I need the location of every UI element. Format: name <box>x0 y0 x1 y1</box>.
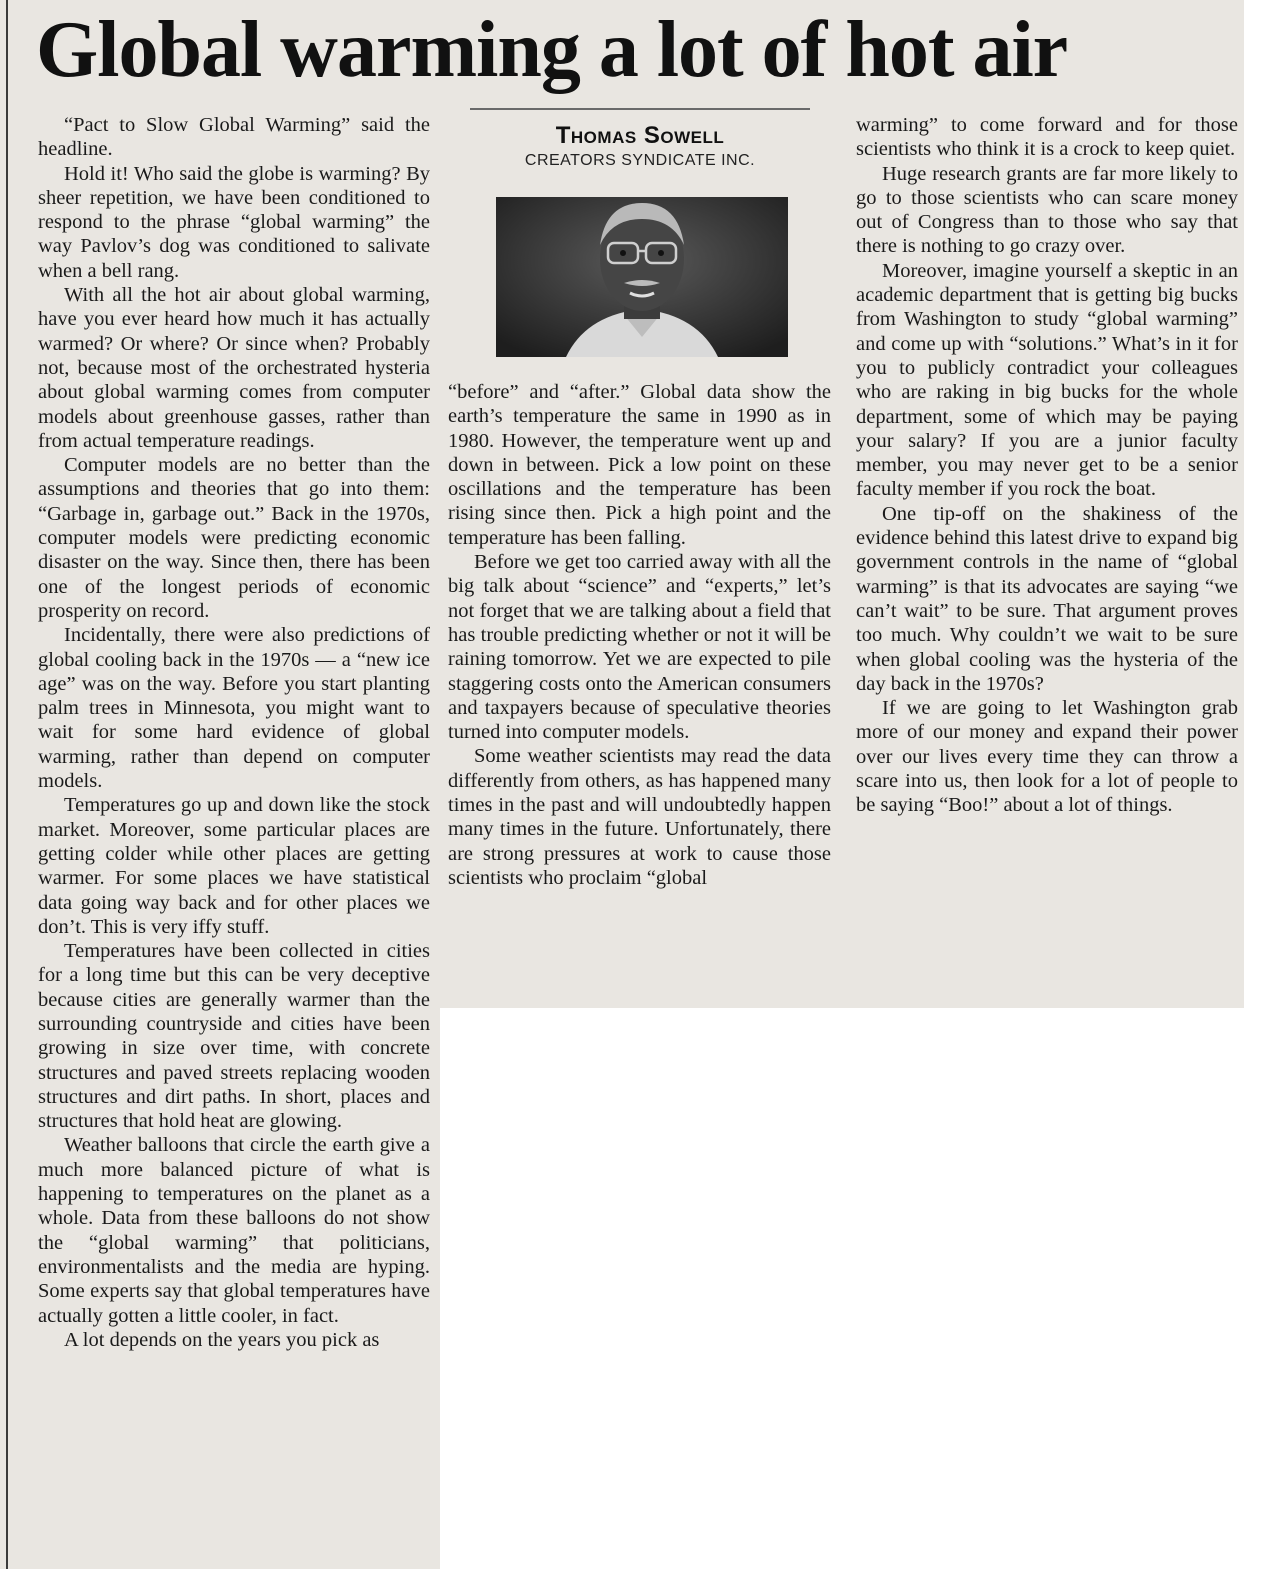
paragraph: Weather balloons that circle the earth give a much more balanced picture of what is happening to temperatures on the planet as a whole. Data from these balloons do not show the “global warming” that politicians, environmentalists and the media are hyping. Some experts say that global temperatures have actually gotten a little cooler, in fact. <box>38 1134 430 1327</box>
paragraph: With all the hot air about global warming, have you ever heard how much it has actually warmed? Or where? Or since when? Probably not, because most of the orchestrated hysteria about global warming comes from computer models about greenhouse gasses, rather than from actual temperature readings. <box>38 284 430 452</box>
paragraph: One tip-off on the shakiness of the evidence behind this latest drive to expand big government controls in the name of “global warming” is that its advocates are saying “we can’t wait” to be sure. That argument proves too much. Why couldn’t we wait to be sure when global cooling was the hysteria of the day back in the 1970s? <box>856 502 1238 695</box>
paragraph: Computer models are no better than the assumptions and theories that go into them: “Garbage in, garbage out.” Back in the 1970s, computer models were predicting economic disaster on the way. Since then, there has been one of the longest periods of economic prosperity on record. <box>38 454 430 622</box>
column-rule <box>6 0 8 1569</box>
article-column-1 <box>38 113 430 1352</box>
paragraph: Moreover, imagine yourself a skeptic in an academic department that is getting big bucks from Washington to study “global warming” and come up with “solutions.” What’s in it for you to publicly contradict your colleagues who are raking in big bucks for the whole department, some of which may be paying your salary? If you are a junior faculty member, you may never get to be a senior faculty member if you rock the boat. <box>856 259 1238 501</box>
paragraph: “before” and “after.” Global data show the earth’s temperature the same in 1990 as in 1980. However, the temperature went up and down in between. Pick a low point on these oscillations and the temperature has been rising since then. Pick a high point and the temperature has been falling. <box>448 381 831 549</box>
paragraph: Incidentally, there were also predictions of global cooling back in the 1970s — a “new ice age” was on the way. Before you start planting palm trees in Minnesota, you might want to wait for some hard evidence of global warming, rather than depend on computer models. <box>38 624 430 793</box>
paragraph: Hold it! Who said the globe is warming? By sheer repetition, we have been conditioned to respond to the phrase “global warming” the way Pavlov’s dog was conditioned to salivate when a bell rang. <box>38 162 430 282</box>
paragraph: Huge research grants are far more likely to go to those scientists who can scare money out of Congress than to those who say that there is nothing to go crazy over. <box>856 162 1238 258</box>
headline: Global warming a lot of hot air <box>36 6 1068 94</box>
article-column-2 <box>448 380 831 890</box>
byline <box>450 122 830 170</box>
paragraph: Some weather scientists may read the data differently from others, as has happened many times in the past and will undoubtedly happen many times in the future. Unfortunately, there are strong pressures at work to cause those scientists who proclaim “global <box>448 745 831 889</box>
paragraph: warming” to come forward and for those scientists who think it is a crock to keep quiet. <box>856 114 1238 161</box>
article-column-3 <box>856 113 1238 818</box>
author-photo <box>496 197 788 357</box>
paragraph: Before we get too carried away with all the big talk about “science” and “experts,” let’s not forget that we are talking about a field that has trouble predicting whether or not it will be raining tomorrow. Yet we are expected to pile staggering costs onto the American consumers and taxpayers because of speculative theories turned into computer models. <box>448 551 831 744</box>
portrait-illustration <box>496 197 788 357</box>
paragraph: Temperatures go up and down like the stock market. Moreover, some particular places are getting colder while other places are getting warmer. For some places we have statistical data going way back and for other places we don’t. This is very iffy stuff. <box>38 794 430 938</box>
paragraph: A lot depends on the years you pick as <box>64 1328 380 1351</box>
author-name: Thomas Sowell <box>555 122 725 149</box>
paragraph: “Pact to Slow Global Warming” said the headline. <box>38 114 430 161</box>
syndicate-name: CREATORS SYNDICATE INC. <box>524 152 756 169</box>
paragraph: Temperatures have been collected in cities for a long time but this can be very deceptive because cities are generally warmer than the surrounding countryside and cities have been growing in size over time, with concrete structures and paved streets replacing wooden structures and dirt paths. In short, places and structures that hold heat are glowing. <box>38 940 430 1133</box>
paragraph: If we are going to let Washington grab more of our money and expand their power over our lives every time they can throw a scare into us, then look for a lot of people to be saying “Boo!” about a lot of things. <box>856 697 1238 817</box>
byline-rule <box>470 108 810 110</box>
